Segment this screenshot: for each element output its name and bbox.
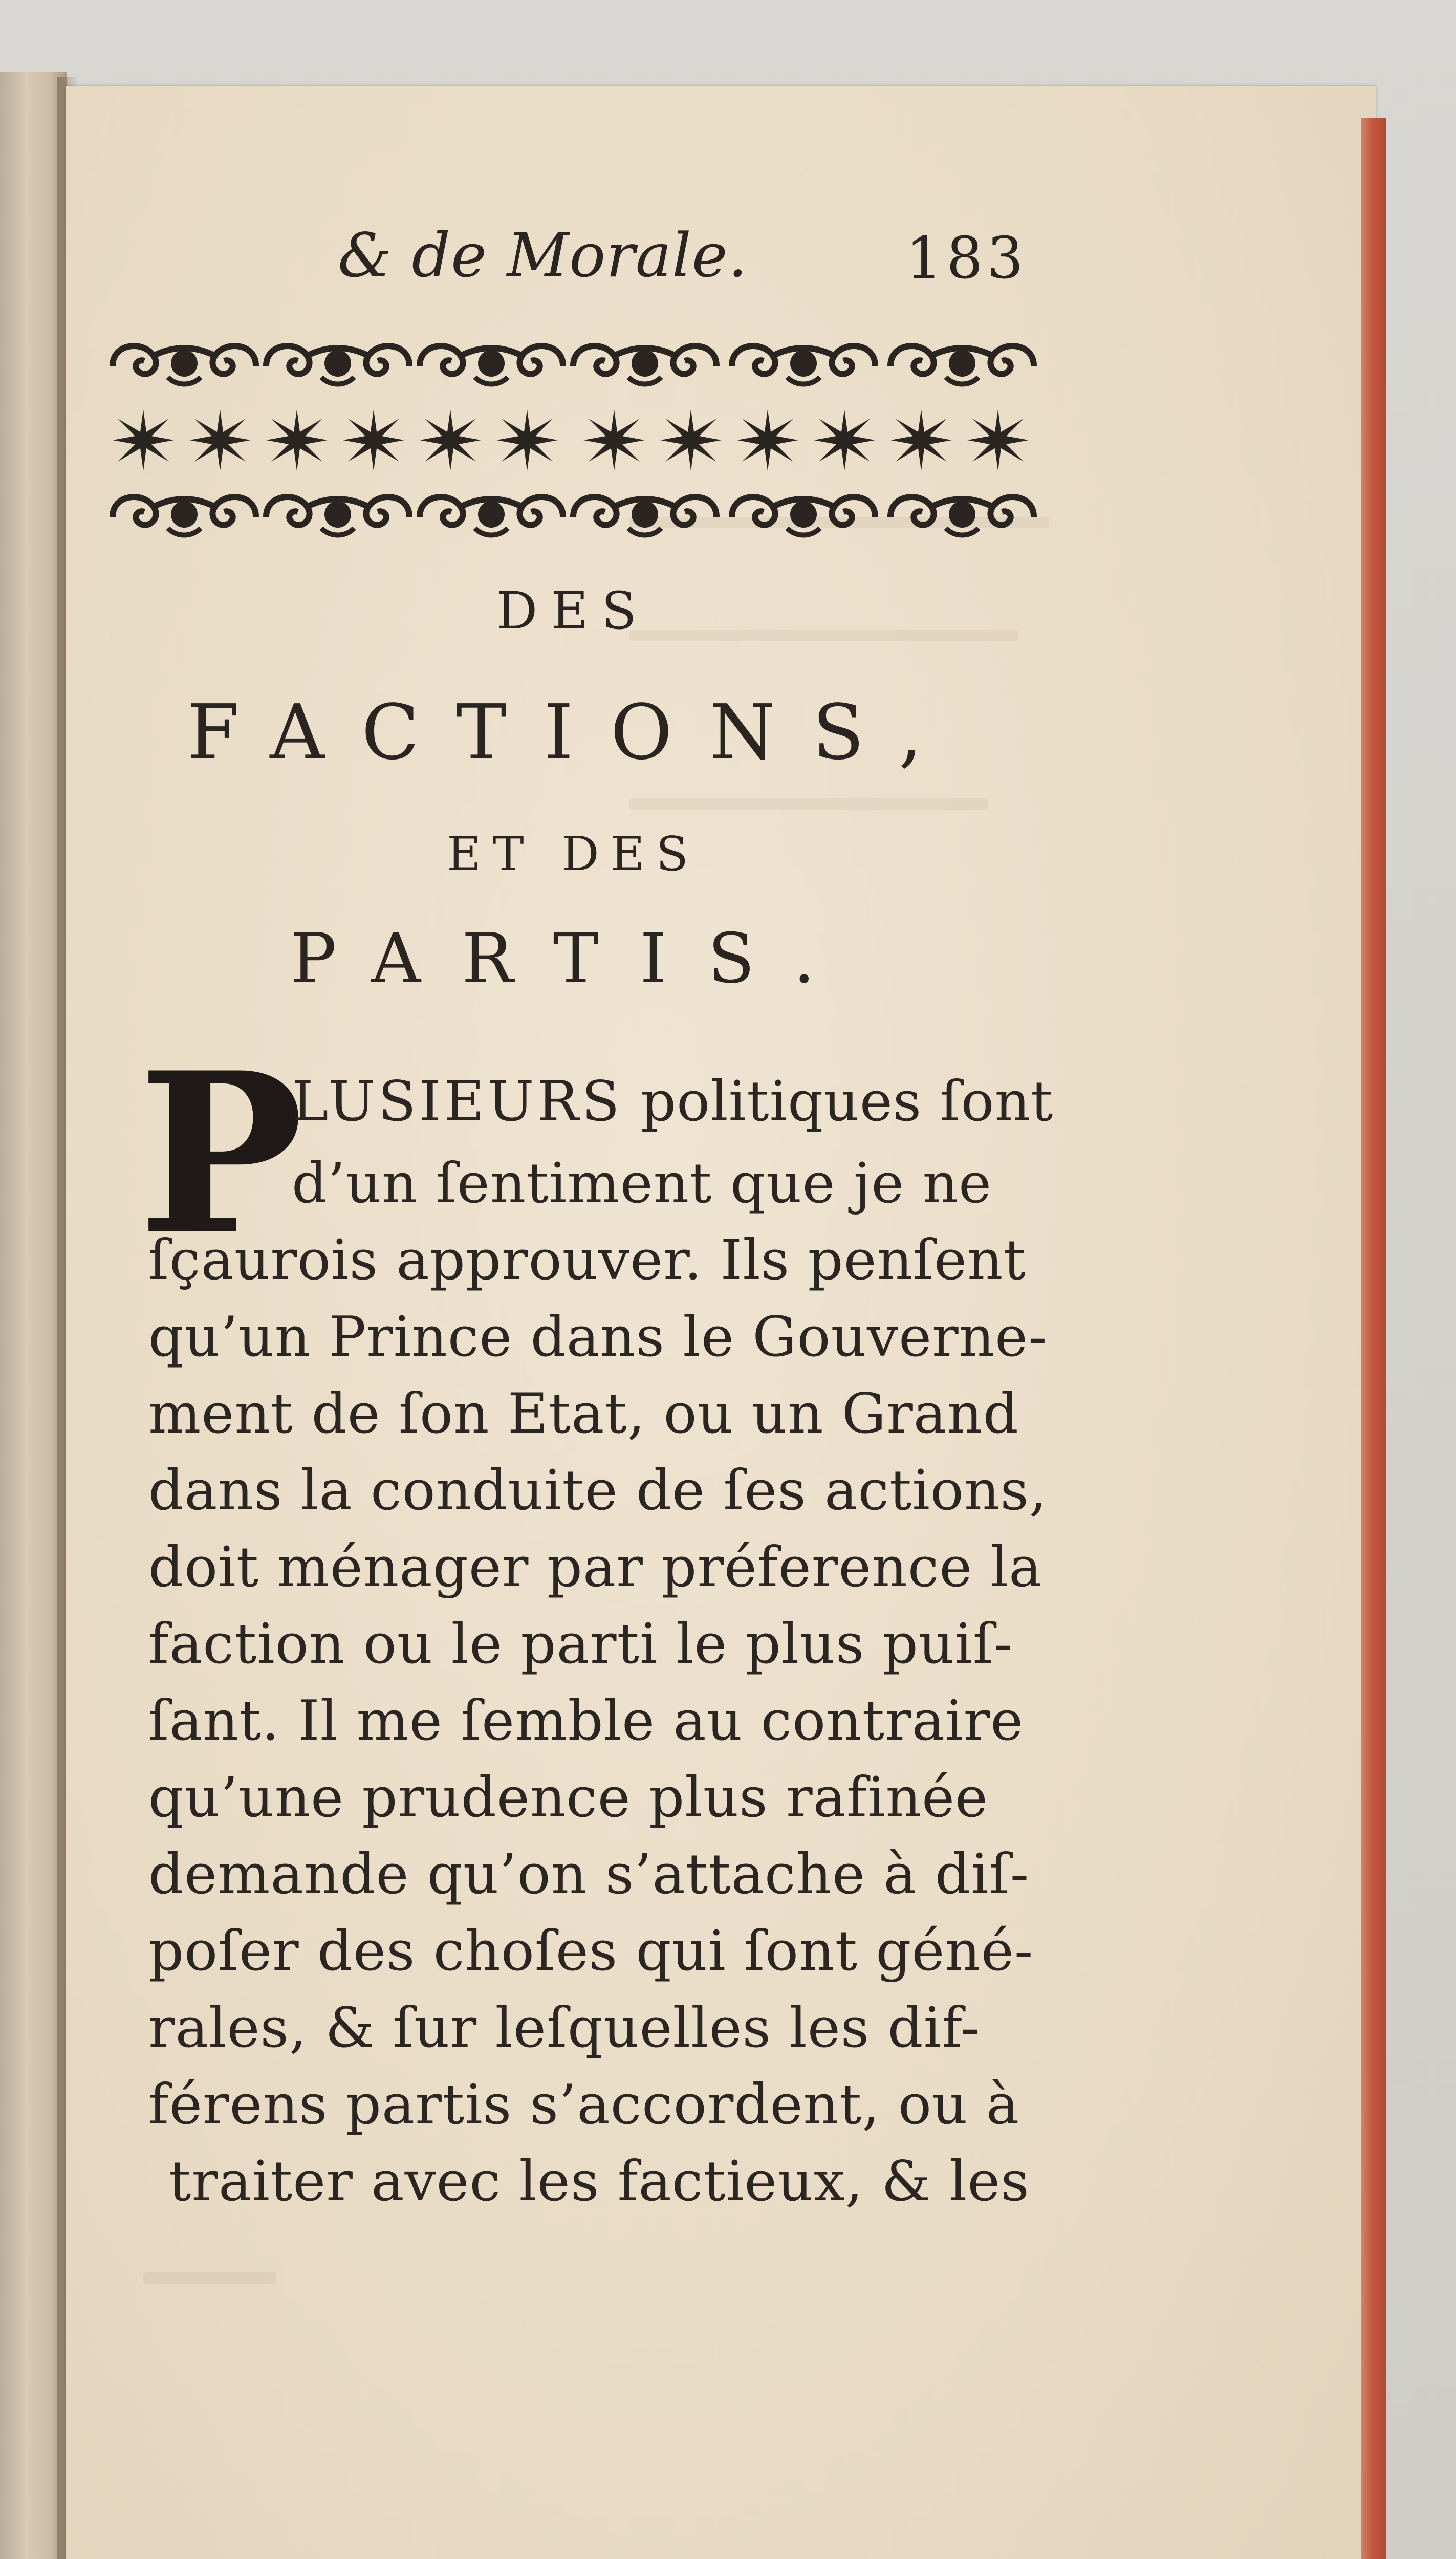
body-line: d’un ſentiment que je ne: [292, 1152, 992, 1216]
body-line: qu’une prudence plus rafinée: [148, 1766, 988, 1830]
title-line-partis: PARTIS.: [290, 919, 856, 999]
title-line-et-des: ET DES: [447, 827, 700, 881]
show-through: [629, 798, 988, 810]
body-line: ment de ſon Etat, ou un Grand: [148, 1382, 1019, 1446]
body-line-text: politiques ſont: [622, 1070, 1054, 1134]
title-line-des: DES: [496, 581, 650, 641]
facing-page-edge: [0, 72, 67, 2559]
page-number: 183: [906, 225, 1028, 292]
body-line: qu’un Prince dans le Gouverne-: [148, 1305, 1048, 1369]
title-line-factions: FACTIONS,: [187, 688, 960, 776]
body-line: [292, 1070, 1053, 1134]
drop-cap: P: [138, 1025, 304, 1283]
body-line: ſant. Il me ſemble au contraire: [148, 1689, 1024, 1753]
running-head: & de Morale.: [338, 220, 748, 291]
body-line: ſçaurois approuver. Ils penſent: [148, 1228, 1026, 1292]
opening-word: LUSIEURS: [292, 1070, 623, 1134]
body-line: faction ou le parti le plus puiſ-: [148, 1612, 1013, 1676]
body-line: doit ménager par préference la: [148, 1535, 1042, 1599]
red-edge: [1361, 118, 1386, 2559]
body-line: dans la conduite de ſes actions,: [148, 1459, 1048, 1523]
body-line: traiter avec les factieux, & les: [169, 2150, 1030, 2214]
show-through: [143, 2272, 276, 2284]
body-line: rales, & ſur leſquelles les dif-: [148, 1996, 980, 2060]
body-line: demande qu’on s’attache à diſ-: [148, 1842, 1030, 1906]
body-line: poſer des choſes qui ſont géné-: [148, 1919, 1034, 1983]
body-line: férens partis s’accordent, ou à: [148, 2073, 1020, 2137]
ornament-band-icon: [107, 333, 1039, 553]
